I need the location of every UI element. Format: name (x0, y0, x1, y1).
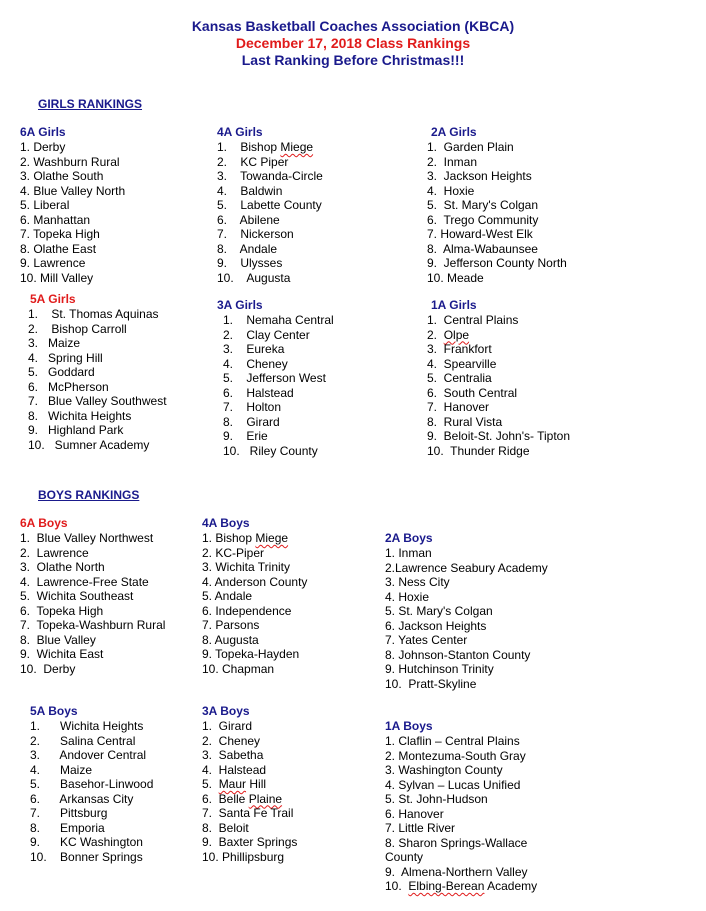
boys-6a-title: 6A Boys (20, 516, 68, 530)
girls-1a-list (427, 313, 570, 458)
ranking-item: 9. Almena-Northern Valley (385, 864, 528, 879)
boys-1a-block (385, 719, 537, 894)
ranking-item: 4. Anderson County (202, 574, 308, 589)
ranking-item: 9. KC Washington (30, 835, 143, 849)
boys-2a-block (385, 531, 548, 691)
ranking-item: 5. Liberal (20, 198, 70, 212)
ranking-item: 7. Little River (385, 821, 456, 835)
ranking-item: 7. Topeka-Washburn Rural (20, 618, 166, 632)
girls-6a-block (20, 125, 125, 285)
ranking-item: 3. Towanda-Circle (217, 169, 323, 183)
ranking-item: 6. Independence (202, 603, 292, 618)
ranking-item: 3. Ness City (385, 575, 450, 589)
ranking-item: 3. Sabetha (202, 748, 264, 762)
ranking-item: 1. Claflin – Central Plains (385, 734, 520, 748)
ranking-item: 1. Bishop Miege (202, 531, 289, 545)
ranking-item: 10. Pratt-Skyline (385, 676, 477, 691)
ranking-item: 9. Ulysses (217, 256, 283, 270)
ranking-item: 5. Maur Hill (202, 777, 267, 791)
ranking-item: 8. Rural Vista (427, 414, 503, 429)
ranking-item: 10. Augusta (217, 270, 291, 285)
ranking-item: 1. Central Plains (427, 313, 519, 327)
ranking-item: 9. Highland Park (28, 423, 124, 437)
ranking-item: 2. KC Piper (217, 154, 289, 169)
ranking-item: 9. Erie (223, 429, 268, 443)
ranking-item: 2. Washburn Rural (20, 154, 120, 169)
girls-4a-block (217, 125, 323, 285)
boys-4a-title: 4A Boys (202, 516, 250, 530)
ranking-item: 2. KC-Piper (202, 545, 265, 560)
ranking-item: 9. Wichita East (20, 647, 104, 661)
ranking-item: 1. Bishop Miege (217, 140, 314, 154)
ranking-item: 6. South Central (427, 385, 518, 400)
ranking-item: 8. Wichita Heights (28, 408, 132, 423)
ranking-item: 3. Eureka (223, 342, 285, 356)
boys-5a-list (30, 719, 153, 864)
ranking-item: 5. Jefferson West (223, 371, 326, 385)
girls-3a-block (217, 298, 334, 458)
boys-3a-block (202, 704, 297, 864)
ranking-item: 4. Spearville (427, 356, 497, 371)
boys-section-label: BOYS RANKINGS (38, 488, 140, 502)
ranking-item: County (385, 850, 424, 864)
ranking-item: 8. Augusta (202, 632, 259, 647)
ranking-item: 3. Frankfort (427, 342, 492, 356)
doc-date: December 17, 2018 Class Rankings (235, 35, 471, 51)
boys-4a-list (202, 531, 307, 676)
ranking-item: 2. Inman (427, 154, 478, 169)
ranking-item: 6. Topeka High (20, 603, 104, 618)
ranking-item: 10. Mill Valley (20, 270, 94, 285)
ranking-item: 9. Beloit-St. John's- Tipton (427, 429, 571, 443)
ranking-item: 1. Wichita Heights (30, 719, 144, 733)
ranking-item: 6. Manhattan (20, 212, 91, 227)
ranking-item: 3. Maize (28, 336, 81, 350)
girls-2a-block (427, 125, 567, 285)
ranking-item: 10. Riley County (223, 443, 318, 458)
girls-section-label: GIRLS RANKINGS (38, 97, 143, 111)
ranking-item: 9. Hutchinson Trinity (385, 662, 494, 676)
ranking-item: 9. Topeka-Hayden (202, 647, 300, 661)
ranking-item: 3. Andover Central (30, 748, 147, 762)
ranking-item: 4. Cheney (223, 356, 288, 371)
ranking-item: 7. Blue Valley Southwest (28, 394, 167, 408)
girls-5a-list (28, 307, 167, 452)
ranking-item: 7. Holton (223, 400, 282, 414)
ranking-item: 6. McPherson (28, 379, 109, 394)
ranking-item: 10. Sumner Academy (28, 437, 150, 452)
ranking-item: 8. Andale (217, 241, 278, 256)
ranking-item: 10. Thunder Ridge (427, 443, 530, 458)
ranking-item: 8. Girard (223, 414, 280, 429)
ranking-item: 8. Sharon Springs-Wallace (385, 835, 528, 850)
ranking-item: 2.Lawrence Seabury Academy (385, 560, 548, 575)
ranking-item: 5. Goddard (28, 365, 95, 379)
girls-2a-list (427, 140, 567, 285)
ranking-item: 2. Cheney (202, 733, 261, 748)
ranking-item: 3. Washington County (385, 763, 503, 777)
ranking-item: 1. Blue Valley Northwest (20, 531, 154, 545)
ranking-item: 8. Emporia (30, 820, 105, 835)
ranking-item: 1. Girard (202, 719, 253, 733)
ranking-item: 4. Baldwin (217, 183, 283, 198)
boys-2a-list (385, 546, 548, 691)
ranking-item: 5. St. John-Hudson (385, 792, 488, 806)
ranking-item: 6. Jackson Heights (385, 618, 487, 633)
ranking-item: 7. Howard-West Elk (427, 227, 533, 241)
ranking-item: 2. Montezuma-South Gray (385, 748, 526, 763)
ranking-item: 1. Derby (20, 140, 66, 154)
ranking-item: 6. Abilene (217, 212, 280, 227)
boys-1a-title: 1A Boys (385, 719, 433, 733)
ranking-item: 6. Belle Plaine (202, 791, 283, 806)
ranking-item: 4. Hoxie (385, 589, 430, 604)
ranking-item: 9. Jefferson County North (427, 256, 567, 270)
ranking-item: 7. Parsons (202, 618, 260, 632)
boys-5a-title: 5A Boys (30, 704, 78, 718)
ranking-item: 5. Labette County (217, 198, 322, 212)
girls-5a-title: 5A Girls (30, 292, 76, 306)
ranking-item: 7. Hanover (427, 400, 490, 414)
ranking-item: 3. Jackson Heights (427, 169, 532, 183)
ranking-item: 7. Topeka High (20, 227, 100, 241)
ranking-item: 3. Olathe South (20, 169, 104, 183)
ranking-item: 4. Spring Hill (28, 350, 103, 365)
ranking-item: 10. Elbing-Berean Academy (385, 879, 538, 893)
boys-3a-title: 3A Boys (202, 704, 250, 718)
ranking-item: 2. Lawrence (20, 545, 89, 560)
ranking-item: 10. Bonner Springs (30, 849, 143, 864)
ranking-item: 6. Hanover (385, 806, 444, 821)
ranking-item: 8. Olathe East (20, 241, 97, 256)
ranking-item: 3. Wichita Trinity (202, 560, 291, 574)
ranking-item: 5. St. Mary's Colgan (427, 198, 538, 212)
boys-6a-block (20, 516, 165, 676)
ranking-item: 10. Meade (427, 270, 484, 285)
ranking-item: 5. Basehor-Linwood (30, 777, 154, 791)
ranking-item: 5. Centralia (427, 371, 492, 385)
girls-3a-title: 3A Girls (217, 298, 263, 312)
ranking-item: 4. Hoxie (427, 183, 475, 198)
ranking-item: 8. Blue Valley (20, 632, 96, 647)
doc-title: Kansas Basketball Coaches Association (KBCA) (191, 18, 515, 34)
ranking-item: 7. Yates Center (385, 633, 468, 647)
ranking-item: 2. Olpe (427, 327, 470, 342)
girls-5a-block (20, 292, 167, 452)
ranking-item: 1. Nemaha Central (223, 313, 334, 327)
boys-2a-title: 2A Boys (385, 531, 433, 545)
boys-5a-block (20, 704, 153, 864)
ranking-item: 10. Chapman (202, 661, 275, 676)
girls-4a-title: 4A Girls (217, 125, 263, 139)
boys-1a-list (385, 734, 537, 894)
girls-6a-title: 6A Girls (20, 125, 66, 139)
ranking-item: 5. Andale (202, 589, 253, 603)
boys-3a-list (202, 719, 297, 864)
ranking-item: 4. Halstead (202, 762, 267, 777)
ranking-item: 1. Garden Plain (427, 140, 514, 154)
ranking-item: 2. Bishop Carroll (28, 321, 127, 336)
doc-subtitle: Last Ranking Before Christmas!!! (241, 52, 465, 68)
ranking-item: 9. Lawrence (20, 256, 86, 270)
girls-6a-list (20, 140, 125, 285)
ranking-item: 1. Inman (385, 546, 432, 560)
girls-1a-title: 1A Girls (431, 298, 477, 312)
ranking-item: 5. St. Mary's Colgan (385, 604, 493, 618)
ranking-item: 6. Halstead (223, 385, 294, 400)
boys-6a-list (20, 531, 165, 676)
ranking-item: 9. Baxter Springs (202, 835, 298, 849)
ranking-item: 4. Lawrence-Free State (20, 574, 149, 589)
ranking-item: 2. Clay Center (223, 327, 310, 342)
ranking-item: 6. Trego Community (427, 212, 539, 227)
girls-4a-list (217, 140, 323, 285)
ranking-item: 8. Beloit (202, 820, 249, 835)
girls-3a-list (223, 313, 334, 458)
ranking-item: 4. Maize (30, 762, 93, 777)
ranking-item: 10. Derby (20, 661, 76, 676)
ranking-item: 10. Phillipsburg (202, 849, 285, 864)
ranking-item: 7. Nickerson (217, 227, 294, 241)
ranking-item: 8. Alma-Wabaunsee (427, 241, 538, 256)
ranking-item: 5. Wichita Southeast (20, 589, 134, 603)
ranking-item: 8. Johnson-Stanton County (385, 647, 531, 662)
ranking-item: 4. Blue Valley North (20, 183, 126, 198)
ranking-item: 6. Arkansas City (30, 791, 134, 806)
ranking-item: 4. Sylvan – Lucas Unified (385, 777, 521, 792)
ranking-item: 1. St. Thomas Aquinas (28, 307, 159, 321)
boys-4a-block (202, 516, 307, 676)
ranking-item: 7. Santa Fe Trail (202, 806, 294, 820)
girls-2a-title: 2A Girls (431, 125, 477, 139)
girls-1a-block (427, 298, 570, 458)
ranking-item: 3. Olathe North (20, 560, 105, 574)
ranking-item: 2. Salina Central (30, 733, 136, 748)
ranking-item: 7. Pittsburg (30, 806, 108, 820)
